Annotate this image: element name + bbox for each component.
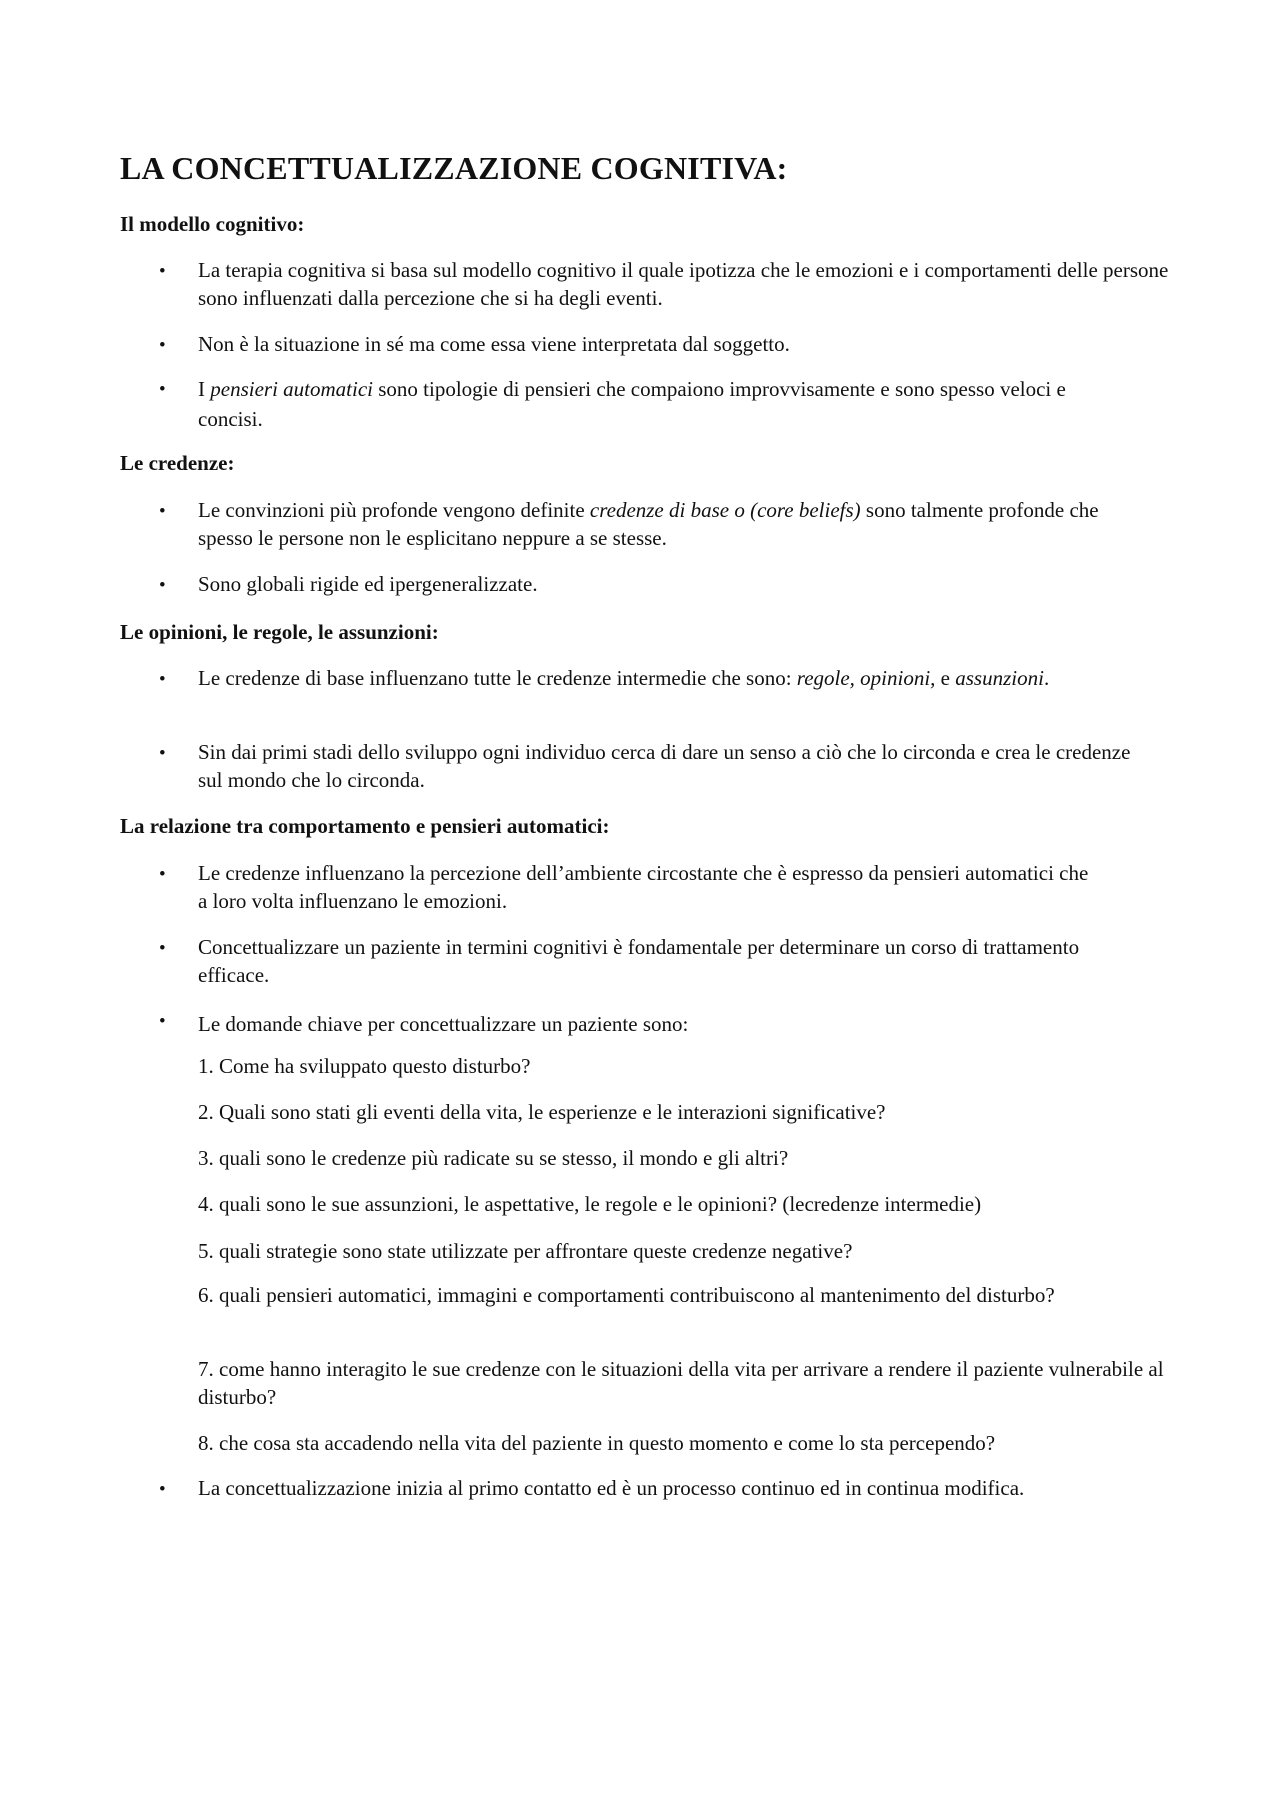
numbered-item: 2. Quali sono stati gli eventi della vita, le esperienze e le interazioni significative? <box>198 1100 886 1124</box>
emphasis-text: credenze di base o (core beliefs) <box>589 498 861 522</box>
list-item: Sin dai primi stadi dello sviluppo ogni individuo cerca di dare un senso a ciò che lo circonda e crea le credenze sul mondo che lo circonda. <box>198 740 1131 792</box>
numbered-item: 6. quali pensieri automatici, immagini e comportamenti contribuiscono al mantenimento del disturbo? <box>198 1283 1055 1307</box>
list-item: Concettualizzare un paziente in termini cognitivi è fondamentale per determinare un corso di trattamento efficace. <box>198 935 1080 987</box>
list-item-text: sono tipologie di pensieri che compaiono improvvisamente e sono spesso veloci e concisi. <box>198 377 1066 431</box>
section-heading-credenze: Le credenze: <box>120 451 235 475</box>
bullet-icon: • <box>159 335 166 356</box>
bullet-icon: • <box>159 938 166 959</box>
list-item: Le credenze influenzano la percezione dell’ambiente circostante che è espresso da pensieri automatici che a loro volta influenzano le emozioni. <box>198 861 1089 913</box>
emphasis-text: pensieri automatici <box>210 377 373 401</box>
section-heading-modello-cognitivo: Il modello cognitivo: <box>120 212 305 236</box>
numbered-item: 7. come hanno interagito le sue credenze con le situazioni della vita per arrivare a rendere il paziente vulnerabile al disturbo? <box>198 1357 1164 1409</box>
numbered-item: 5. quali strategie sono state utilizzate per affrontare queste credenze negative? <box>198 1239 853 1263</box>
bullet-icon: • <box>159 1011 166 1032</box>
list-item: La terapia cognitiva si basa sul modello cognitivo il quale ipotizza che le emozioni e i comportamenti delle persone sono influenzati dalla percezione che si ha degli eventi. <box>198 258 1169 310</box>
list-item: Sono globali rigide ed ipergeneralizzate. <box>198 572 538 596</box>
list-item: Le domande chiave per concettualizzare un paziente sono: <box>198 1012 689 1036</box>
bullet-icon: • <box>159 743 166 764</box>
emphasis-text: assunzioni <box>955 666 1044 690</box>
bullet-icon: • <box>159 501 166 522</box>
emphasis-text: regole, opinioni, <box>796 666 936 690</box>
list-item <box>198 374 1128 434</box>
list-item-text: e <box>935 666 956 690</box>
list-item: La concettualizzazione inizia al primo contatto ed è un processo continuo ed in continua modifica. <box>198 1476 1025 1500</box>
list-item-text: sono talmente profonde che spesso le persone non le esplicitano neppure a se stesse. <box>198 498 1099 550</box>
list-item <box>198 664 1098 692</box>
bullet-icon: • <box>159 575 166 596</box>
list-item <box>198 496 1128 552</box>
list-item-text: Le convinzioni più profonde vengono definite <box>198 498 590 522</box>
bullet-icon: • <box>159 864 166 885</box>
bullet-icon: • <box>159 669 166 690</box>
section-heading-relazione: La relazione tra comportamento e pensieri automatici: <box>120 814 610 838</box>
list-item: Non è la situazione in sé ma come essa viene interpretata dal soggetto. <box>198 332 790 356</box>
numbered-item: 1. Come ha sviluppato questo disturbo? <box>198 1054 531 1078</box>
numbered-item: 8. che cosa sta accadendo nella vita del paziente in questo momento e come lo sta percependo? <box>198 1431 996 1455</box>
list-item-text: Le credenze di base influenzano tutte le credenze intermedie che sono: <box>198 666 797 690</box>
list-item-text: . <box>1043 666 1050 690</box>
numbered-item: 4. quali sono le sue assunzioni, le aspettative, le regole e le opinioni? (lecredenze intermedie) <box>198 1192 982 1216</box>
bullet-icon: • <box>159 1479 166 1500</box>
section-heading-opinioni-regole: Le opinioni, le regole, le assunzioni: <box>120 620 439 644</box>
bullet-icon: • <box>159 379 166 400</box>
list-item-text: I <box>198 377 211 401</box>
page-title: LA CONCETTUALIZZAZIONE COGNITIVA: <box>120 150 788 186</box>
bullet-icon: • <box>159 261 166 282</box>
numbered-item: 3. quali sono le credenze più radicate su se stesso, il mondo e gli altri? <box>198 1146 789 1170</box>
